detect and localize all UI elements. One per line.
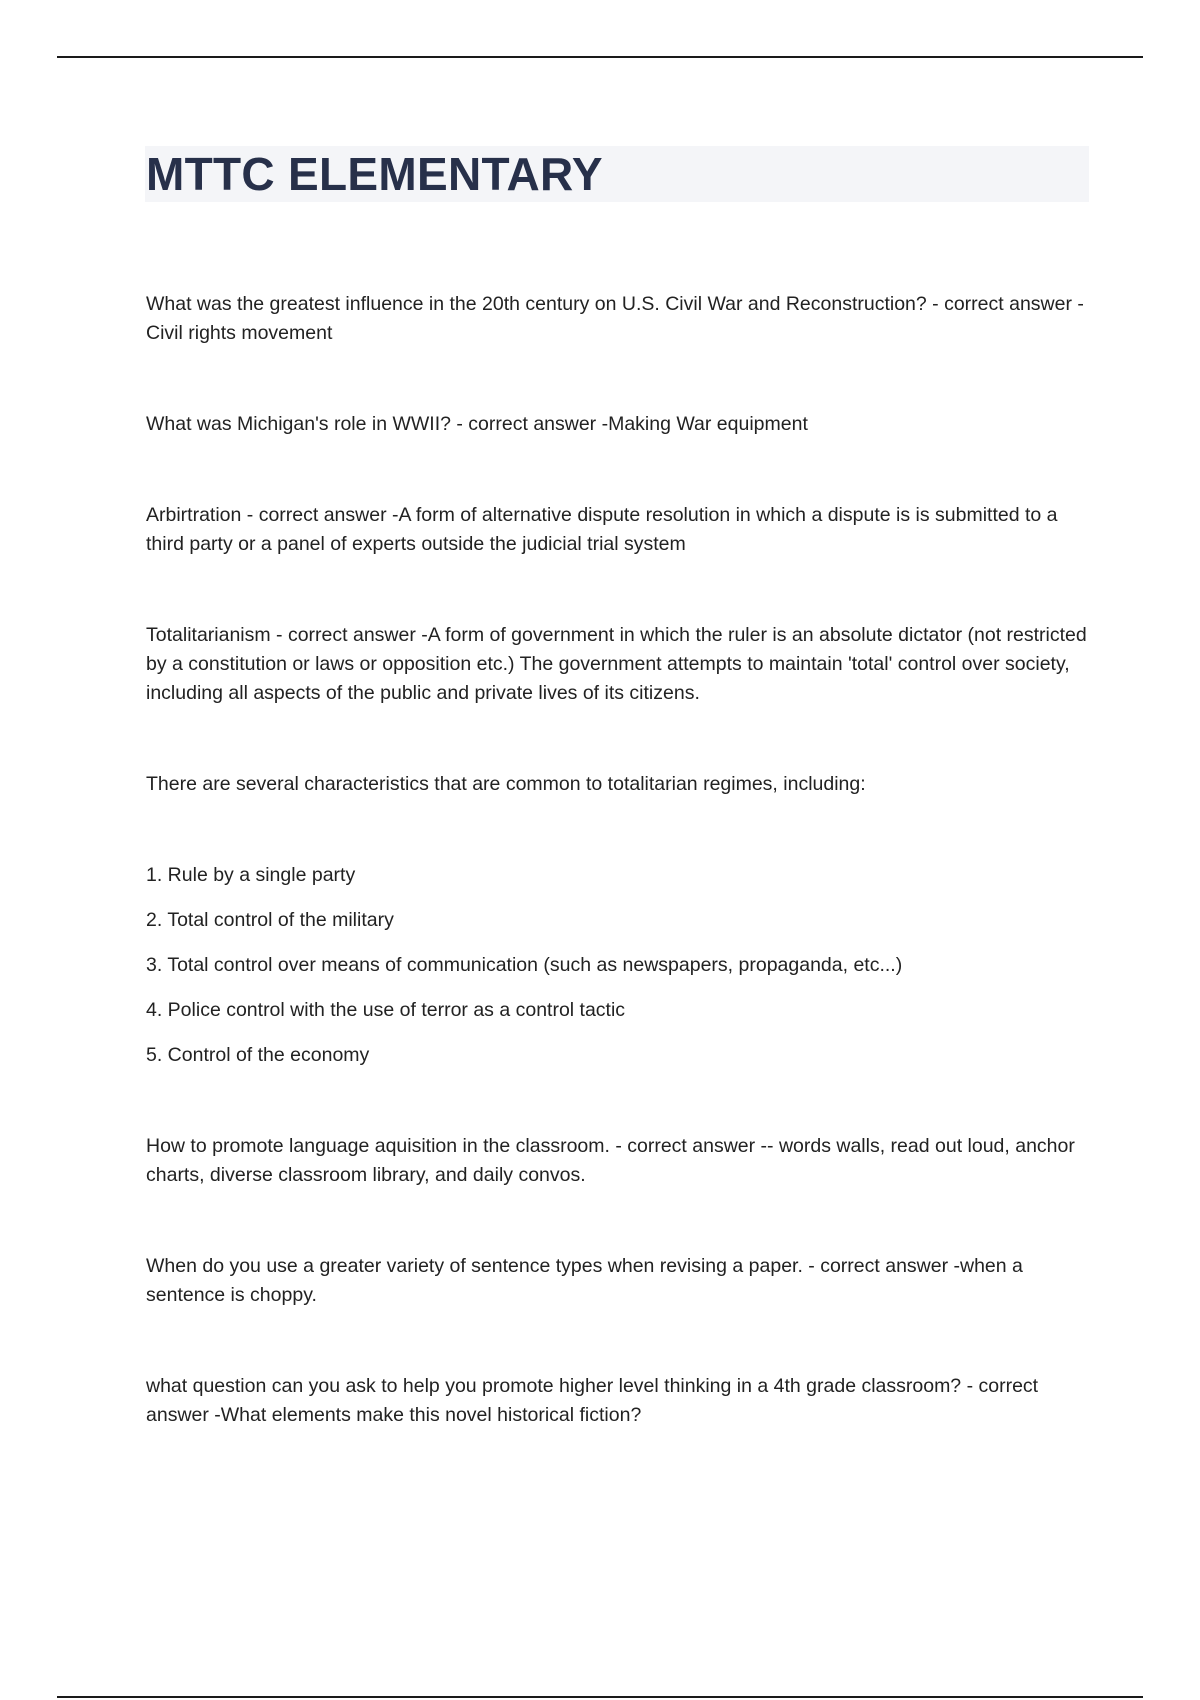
document-title: MTTC ELEMENTARY — [146, 148, 603, 200]
list-item: 4. Police control with the use of terror as a control tactic — [146, 999, 626, 1021]
entry-characteristics-intro: There are several characteristics that are common to totalitarian regimes, including: — [146, 773, 866, 795]
entry-arbitration: Arbirtration - correct answer -A form of alternative dispute resolution in which a dispute is is submitted to a third party or a panel of experts outside the judicial trial system — [146, 504, 1058, 555]
top-rule — [57, 56, 1143, 58]
entry-civil-war: What was the greatest influence in the 20th century on U.S. Civil War and Reconstruction? - correct answer -Civil rights movement — [146, 293, 1084, 344]
list-item: 2. Total control of the military — [146, 909, 394, 931]
list-item: 1. Rule by a single party — [146, 864, 356, 886]
entry-sentence-variety: When do you use a greater variety of sentence types when revising a paper. - correct answer -when a sentence is choppy. — [146, 1255, 1023, 1306]
list-item: 3. Total control over means of communication (such as newspapers, propaganda, etc...) — [146, 954, 903, 976]
entry-michigan-wwii: What was Michigan's role in WWII? - correct answer -Making War equipment — [146, 413, 808, 435]
document-body — [146, 290, 1091, 1430]
entry-higher-level-thinking: what question can you ask to help you promote higher level thinking in a 4th grade classroom? - correct answer -What elements make this novel historical fiction? — [146, 1375, 1039, 1426]
characteristics-list — [146, 861, 1091, 1070]
bottom-rule — [57, 1696, 1143, 1698]
entry-language-acquisition: How to promote language aquisition in the classroom. - correct answer -- words walls, read out loud, anchor charts, diverse classroom library, and daily convos. — [146, 1135, 1075, 1186]
list-item: 5. Control of the economy — [146, 1044, 370, 1066]
entry-totalitarianism: Totalitarianism - correct answer -A form of government in which the ruler is an absolute dictator (not restricted by a constitution or laws or opposition etc.) The government attempts to maintain 'total' control over society, including all aspects of the public and private lives of its citizens. — [146, 624, 1087, 704]
